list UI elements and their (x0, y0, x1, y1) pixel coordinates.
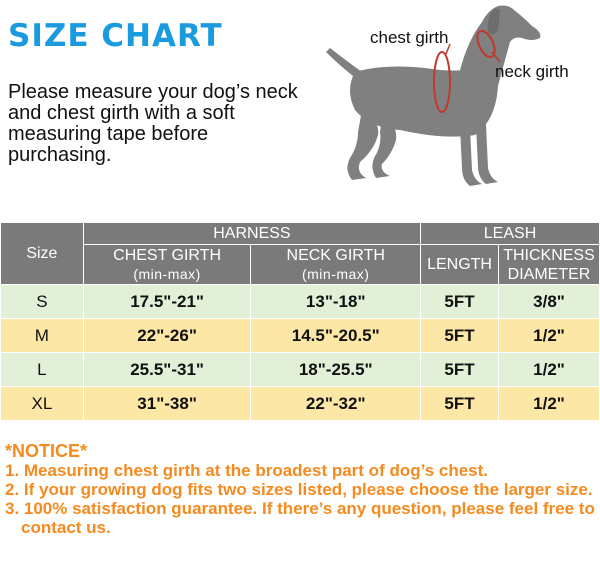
neck-min-max-label: (min-max) (301, 265, 370, 282)
neck-cell: 22"-32" (251, 387, 421, 421)
chest-girth-label: chest girth (370, 28, 449, 47)
thickness-label: THICKNESS (503, 246, 595, 264)
neck-cell: 13"-18" (251, 285, 421, 319)
chest-cell: 17.5"-21" (83, 285, 251, 319)
size-cell: XL (1, 387, 84, 421)
chest-girth-header (83, 245, 251, 285)
diameter-cell: 1/2" (498, 319, 599, 353)
table-row (1, 387, 600, 421)
table-header-row (1, 245, 600, 285)
neck-girth-header-label: NECK GIRTH (286, 246, 385, 264)
thickness-diameter-header (498, 245, 599, 285)
notice-section (5, 442, 600, 537)
notice-item: 1. Measuring chest girth at the broadest part of dog’s chest. (5, 461, 489, 480)
page-title: SIZE CHART (8, 18, 223, 54)
notice-item: 3. 100% satisfaction guarantee. If there’s any question, please feel free to contact us. (5, 499, 595, 537)
dog-silhouette-icon (300, 0, 600, 200)
chest-girth-header-label: CHEST GIRTH (113, 246, 222, 264)
harness-group-header: HARNESS (83, 223, 420, 245)
size-cell: M (1, 319, 84, 353)
length-header: LENGTH (421, 245, 499, 285)
length-cell: 5FT (421, 353, 499, 387)
table-row (1, 285, 600, 319)
neck-girth-label: neck girth (495, 62, 569, 81)
diameter-cell: 1/2" (498, 353, 599, 387)
neck-cell: 18"-25.5" (251, 353, 421, 387)
length-cell: 5FT (421, 319, 499, 353)
diameter-label: DIAMETER (507, 265, 591, 283)
intro-text: Please measure your dog’s neck and chest girth with a soft measuring tape before purchasing. (8, 81, 298, 166)
chest-min-max-label: (min-max) (133, 265, 201, 282)
diameter-cell: 1/2" (498, 387, 599, 421)
length-cell: 5FT (421, 387, 499, 421)
dog-illustration (300, 0, 600, 200)
chest-cell: 25.5"-31" (83, 353, 251, 387)
notice-item: 2. If your growing dog fits two sizes listed, please choose the larger size. (5, 480, 593, 499)
leash-group-header: LEASH (421, 223, 600, 245)
neck-cell: 14.5"-20.5" (251, 319, 421, 353)
length-cell: 5FT (421, 285, 499, 319)
chest-cell: 31"-38" (83, 387, 251, 421)
size-column-header: Size (1, 223, 84, 285)
chest-cell: 22"-26" (83, 319, 251, 353)
table-header-group-row (1, 223, 600, 245)
size-chart-table (0, 222, 600, 421)
table-row (1, 319, 600, 353)
size-cell: L (1, 353, 84, 387)
neck-girth-header (251, 245, 421, 285)
notice-title: *NOTICE* (5, 441, 88, 461)
diameter-cell: 3/8" (498, 285, 599, 319)
size-cell: S (1, 285, 84, 319)
table-row (1, 353, 600, 387)
